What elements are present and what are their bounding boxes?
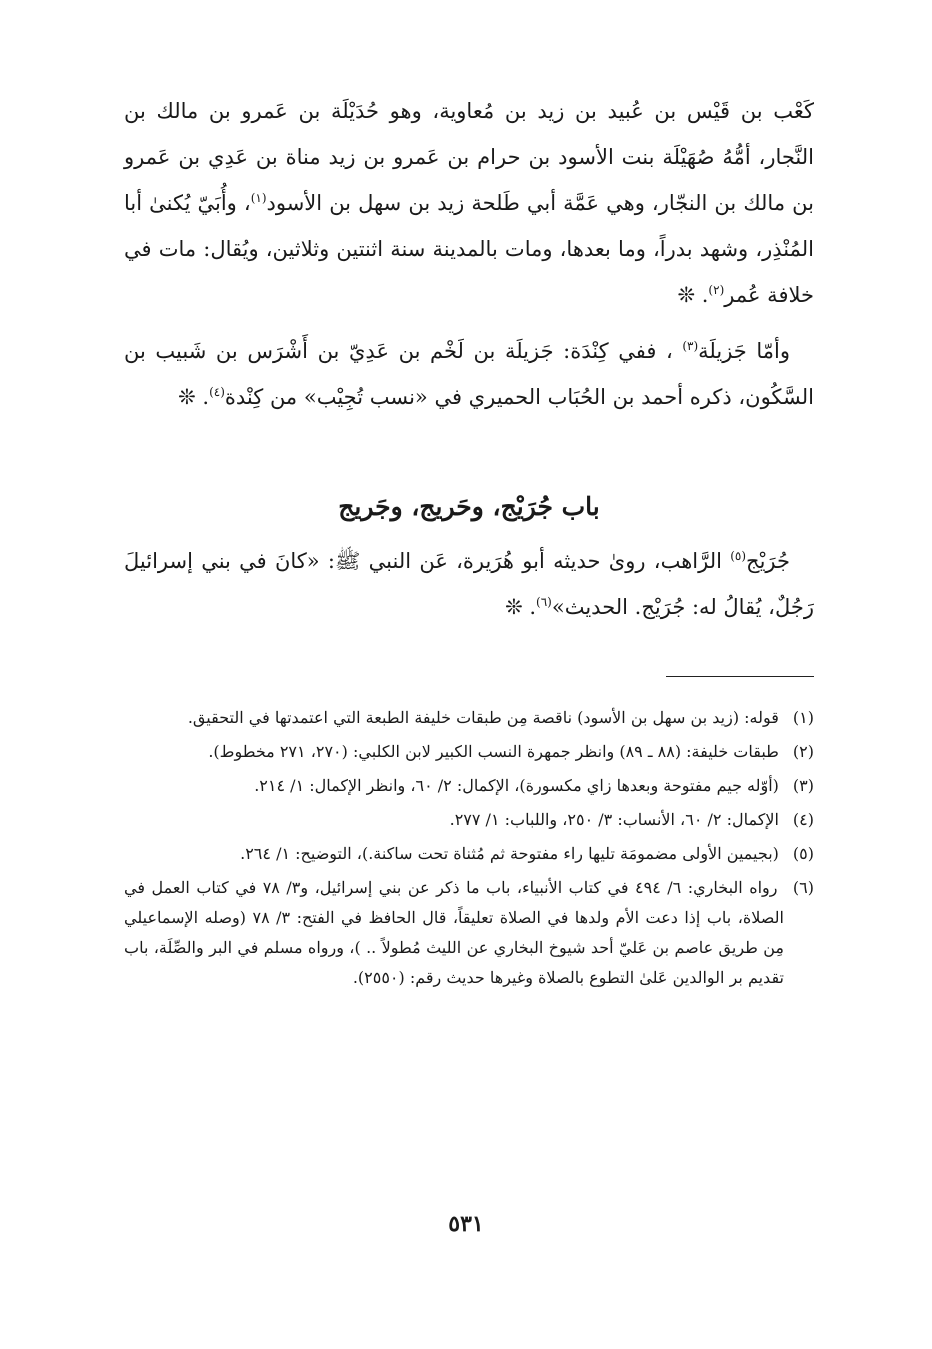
page-number: ٥٣١ bbox=[448, 1211, 484, 1237]
text: ، ففي كِنْدَة: جَزيلَة بن لَخْم بن عَدِيّ بن أَشْرَس بن شَبيب بن السَّكُون، ذكره أحمد بن الحُبَاب الحميري في «نسب تُجِيْب» من كِنْدة bbox=[124, 339, 814, 409]
footnote-ref[interactable]: (١) bbox=[250, 191, 267, 205]
footnote-1 bbox=[124, 703, 814, 733]
footnote-number: (٣) bbox=[792, 776, 814, 795]
footnote-number: (٦) bbox=[792, 878, 815, 897]
paragraph-1 bbox=[124, 88, 814, 318]
footnote-ref[interactable]: (٥) bbox=[730, 549, 747, 563]
footnote-2 bbox=[124, 737, 814, 767]
line: وثلاثين، ويُقال: مات في خلافة عُمر bbox=[124, 237, 814, 307]
text: الرَّاهب، روىٰ حديثه أبو هُرَيرة، عَن النبي ﷺ: «كانَ في بني إسرائيلَ رَجُلٌ، يُقالُ له: جُرَيْج. الحديث» bbox=[124, 549, 814, 619]
footnote-3 bbox=[124, 771, 814, 801]
line: وأُبَيّ يُكنىٰ أبا المُنْذِر، وشهد بدراً، وما بعدها، ومات بالمدينة سنة اثنتين bbox=[124, 191, 814, 261]
paragraph-3 bbox=[124, 538, 814, 630]
footnote-4 bbox=[124, 805, 814, 835]
end-mark: . ❊ bbox=[677, 283, 709, 307]
text: جُرَيْج bbox=[746, 549, 790, 573]
footnote-number: (٢) bbox=[792, 742, 814, 761]
line: كَعْب بن قَيْس بن عُبيد بن زيد بن مُعاوية، وهو حُدَيْلَة بن عَمرو بن مالك بن bbox=[124, 99, 814, 123]
footnote-text: طبقات خليفة: (٨٨ ـ ٨٩) وانظر جمهرة النسب الكبير لابن الكلبي: (٢٧٠، ٢٧١ مخطوط). bbox=[208, 742, 779, 761]
footnote-ref[interactable]: (٢) bbox=[708, 283, 725, 297]
footnote-text: (أوّله جيم مفتوحة وبعدها زاي مكسورة)، الإكمال: ٢/ ٦٠، وانظر الإكمال: ١/ ٢١٤. bbox=[254, 776, 779, 795]
main-text-2 bbox=[124, 538, 814, 630]
end-mark: . ❊ bbox=[505, 595, 537, 619]
line: عَمرو بن مالك بن النجّار، وهي عَمَّة أبي طَلحة زيد بن سهل بن الأسود bbox=[124, 145, 814, 215]
text: وأمّا جَزيلَة bbox=[698, 339, 790, 363]
footnote-number: (٤) bbox=[792, 810, 814, 829]
footnote-number: (٥) bbox=[792, 844, 814, 863]
footnote-number: (١) bbox=[792, 708, 814, 727]
section-heading: باب جُرَيْج، وحَريج، وجَريج bbox=[338, 492, 600, 521]
footnote-ref[interactable]: (٣) bbox=[682, 339, 699, 353]
footnote-ref[interactable]: (٦) bbox=[536, 595, 552, 609]
footnote-text: الإكمال: ٢/ ٦٠، الأنساب: ٣/ ٢٥٠، واللباب: ١/ ٢٧٧. bbox=[449, 810, 779, 829]
footnotes bbox=[124, 703, 814, 997]
footnote-text: قوله: (زيد بن سهل بن الأسود) ناقصة مِن طبقات خليفة الطبعة التي اعتمدتها في التحقيق. bbox=[187, 708, 779, 727]
footnote-6 bbox=[124, 873, 814, 993]
footnote-ref[interactable]: (٤) bbox=[209, 385, 225, 399]
line: النَّجار، أمُّهُ صُهَيْلَة بنت الأسود بن حرام بن عَمرو بن زيد مناة بن عَدِي بن bbox=[178, 145, 814, 169]
punct: ، bbox=[243, 191, 251, 215]
footnote-text: (بجيمين الأولى مضمومَة تليها راء مفتوحة ثم مُثناة تحت ساكنة.)، التوضيح: ١/ ٢٦٤. bbox=[240, 844, 779, 863]
paragraph-2 bbox=[124, 328, 814, 420]
footnote-5 bbox=[124, 839, 814, 869]
footnote-divider bbox=[666, 676, 814, 677]
main-text bbox=[124, 88, 814, 420]
footnote-text: رواه البخاري: ٦/ ٤٩٤ في كتاب الأنبياء، باب ما ذكر عن بني إسرائيل، و٣/ ٧٨ في كتاب العمل في الصلاة، باب إذا دعت الأم ولدها في الصلاة تعليقاً، قال الحافظ في الفتح: ٣/ ٧٨ (وصله الإسماعيلي مِن طريق عاصم بن عَليّ أحد شيوخ البخاري عن الليث مُطولاً .. )، ورواه مسلم في البر والصِّلَة، باب تقديم بر الوالدين عَلىٰ التطوع بالصلاة وغيرها حديث رقم: (٢٥٥٠). bbox=[124, 878, 784, 987]
end-mark: . ❊ bbox=[178, 385, 210, 409]
